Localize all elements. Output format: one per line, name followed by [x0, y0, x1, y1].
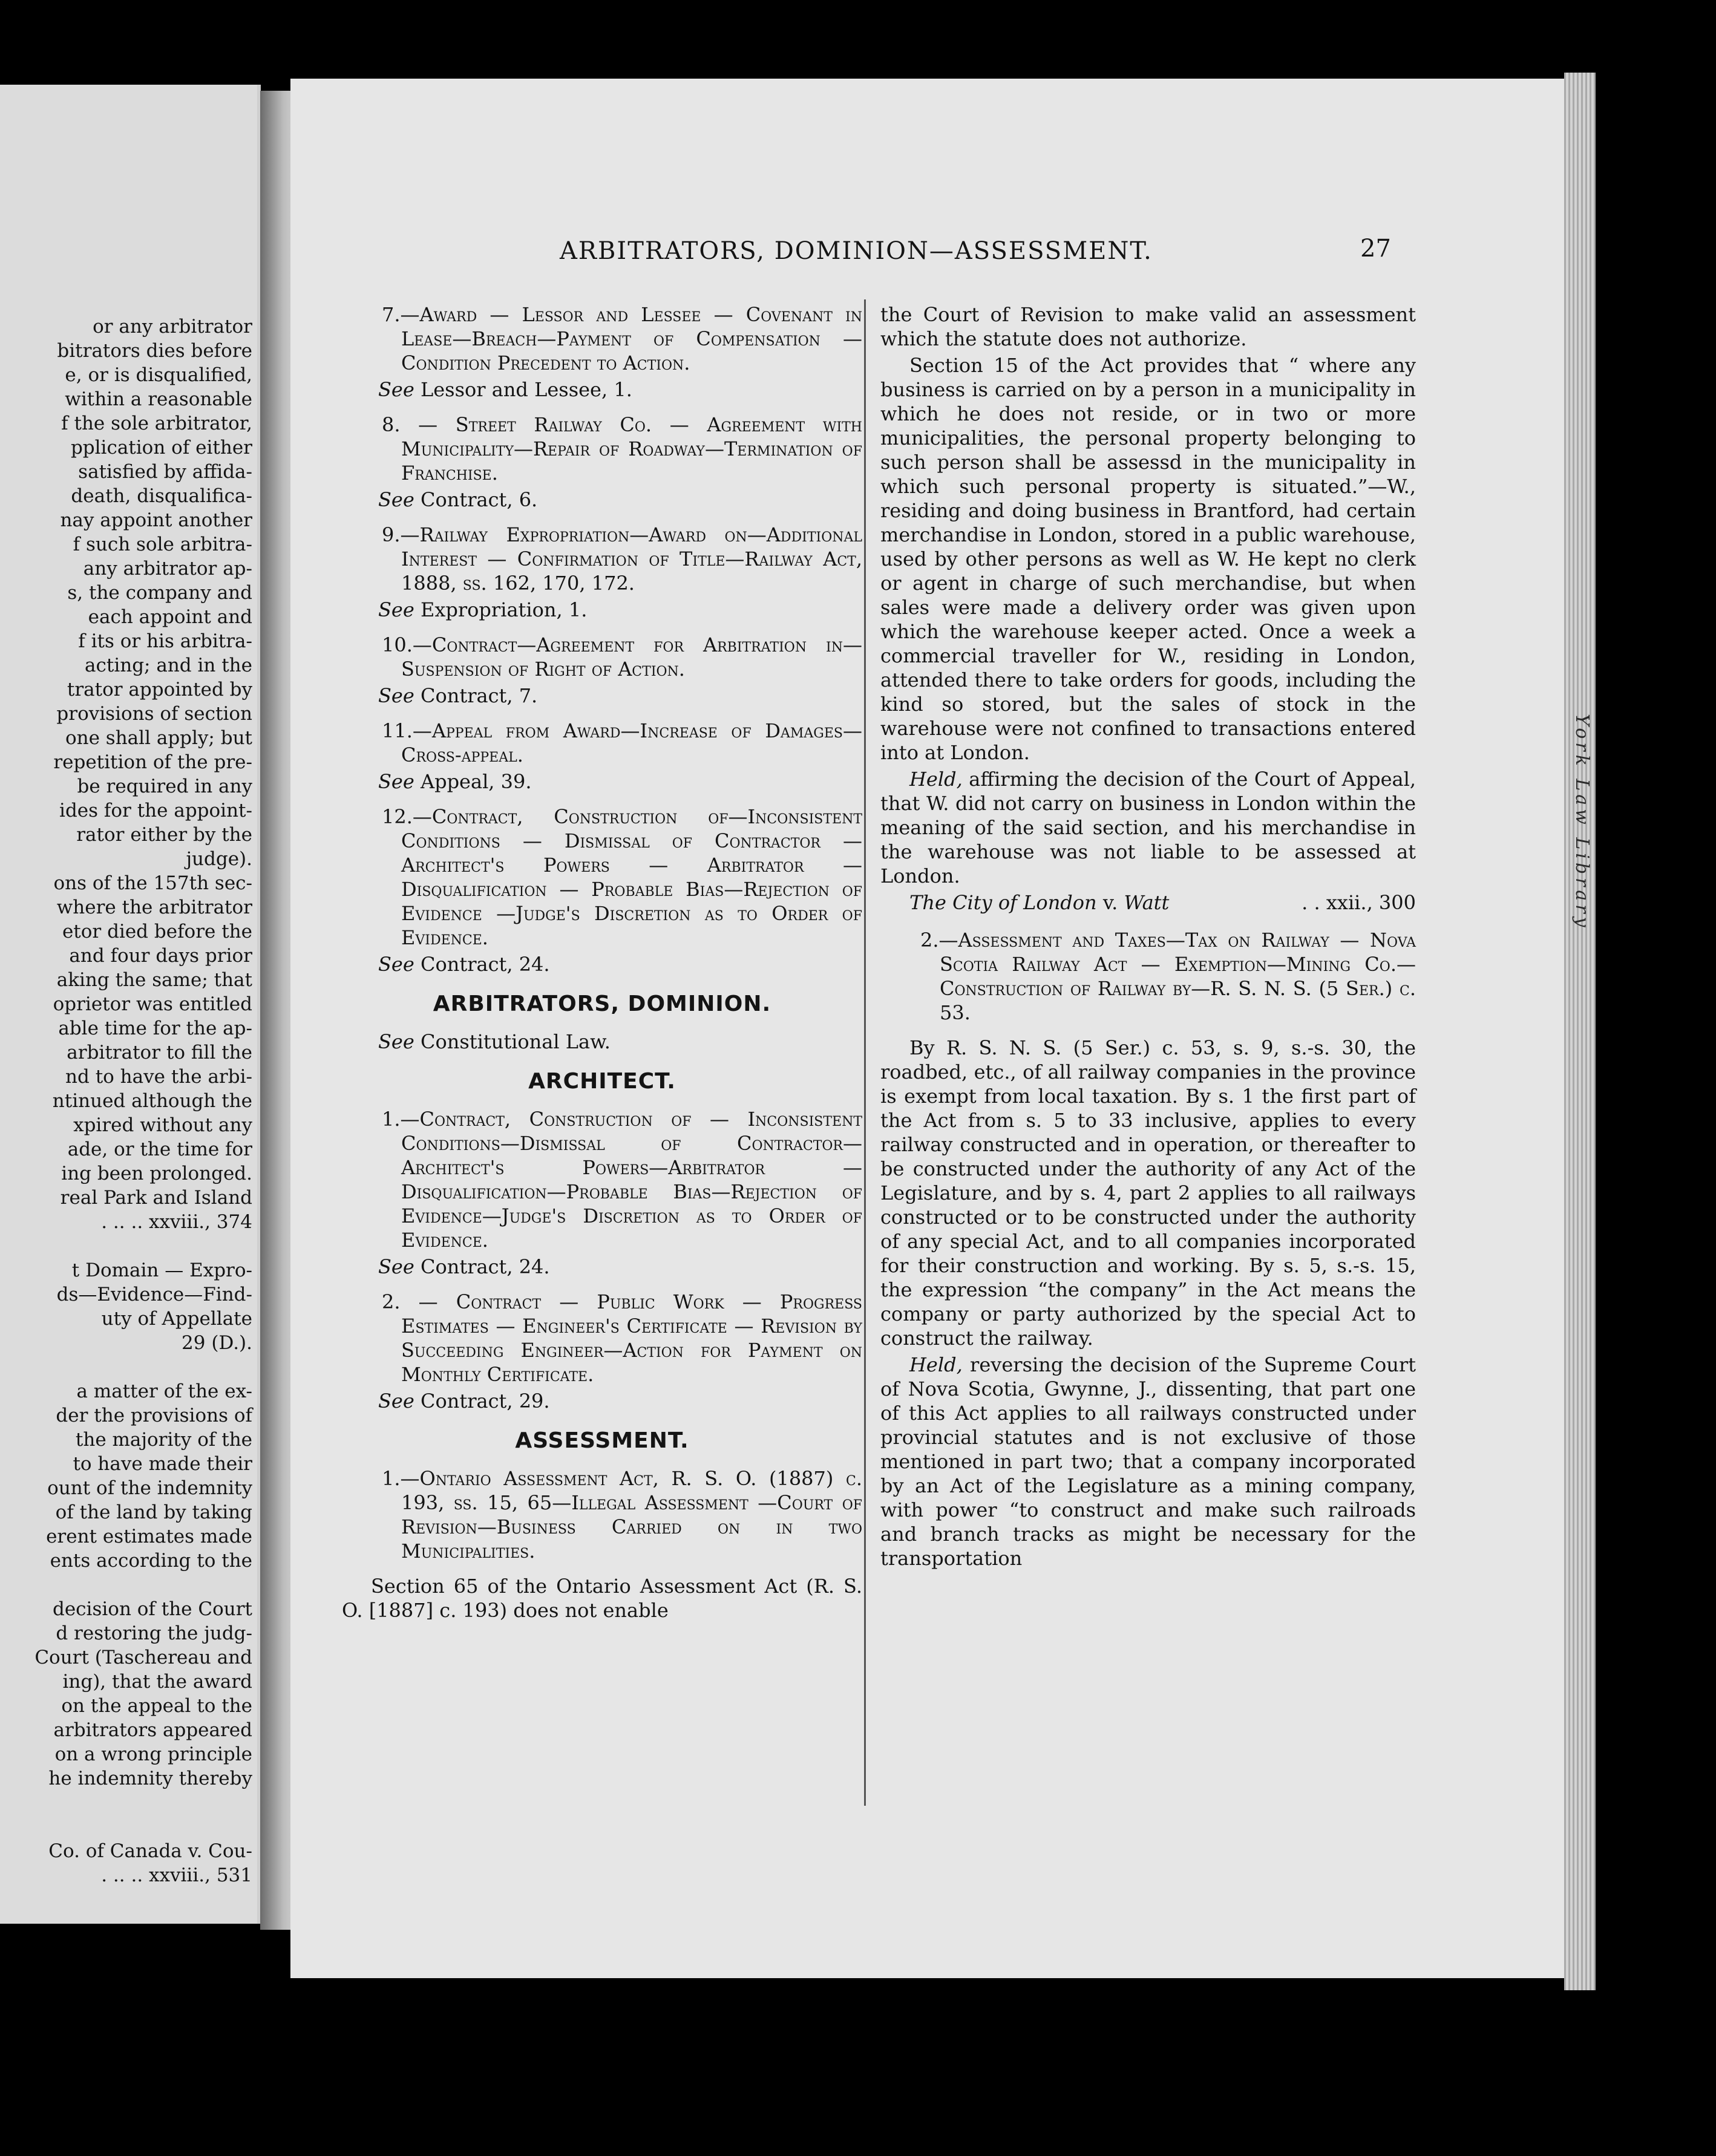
left-page-line: decision of the Court	[52, 1598, 252, 1620]
cross-reference: See Contract, 7.	[378, 684, 538, 707]
left-page-line	[0, 1355, 252, 1379]
left-page-line: the majority of the	[75, 1429, 252, 1451]
left-page-line: arbitrators appeared	[53, 1719, 252, 1741]
digest-entry	[342, 1107, 862, 1279]
left-page-line: satisfied by affida-	[78, 461, 252, 483]
entry-heading: 2.—Assessment and Taxes—Tax on Railway — Nova Scotia Railway Act — Exemption—Mining Co.—Construction of Railway by—R. S. N. S. (5 Ser.) c. 53.	[920, 929, 1416, 1024]
page-number: 27	[1360, 235, 1391, 263]
left-page-line: ount of the indemnity	[47, 1477, 252, 1499]
cross-reference: See Contract, 24.	[378, 1255, 550, 1278]
left-page-line: judge).	[186, 848, 252, 870]
left-page-line: uty of Appellate	[101, 1308, 252, 1330]
left-page-line: arbitrator to fill the	[67, 1042, 252, 1063]
left-page-line: pplication of either	[70, 437, 252, 459]
holding-paragraph: Held, affirming the decision of the Court of Appeal, that W. did not carry on business in London within the meaning of the said section, and his merchandise in the warehouse was not liable to be assessed at London.	[880, 768, 1416, 887]
left-page-line: ons of the 157th sec-	[53, 872, 252, 894]
left-page-line: Court (Taschereau and	[34, 1647, 252, 1668]
cross-reference: See Lessor and Lessee, 1.	[378, 378, 632, 401]
digest-entry	[880, 928, 1416, 1025]
holding-paragraph: Held, reversing the decision of the Supreme Court of Nova Scotia, Gwynne, J., dissenting, that part one of this Act applies to all railways constructed under provincial statutes and is not exclusive of those mentioned in part two; that a company incorporated by an Act of the Legislature as a mining company, with power “to construct and make such railroads and branch tracks as might be necessary for the transportation	[880, 1353, 1416, 1570]
left-page-line: etor died before the	[62, 921, 252, 942]
left-page-line	[0, 1234, 252, 1258]
left-page-line: where the arbitrator	[56, 897, 252, 918]
left-page-line: any arbitrator ap-	[83, 558, 252, 580]
left-page-line: within a reasonable	[65, 388, 252, 410]
digest-entry	[342, 719, 862, 794]
left-page-line: he indemnity thereby	[48, 1768, 252, 1789]
left-page-line: acting; and in the	[85, 655, 252, 676]
left-facing-page	[0, 85, 261, 1924]
library-stamp: York Law Library	[1571, 714, 1593, 931]
left-page-line: and four days prior	[69, 945, 252, 967]
left-page-line: s, the company and	[67, 582, 252, 604]
digest-entry	[342, 633, 862, 708]
entry-heading: 7.—Award — Lessor and Lessee — Covenant in Lease—Breach—Payment of Compensation — Condition Precedent to Action.	[382, 303, 862, 374]
entry-heading: 11.—Appeal from Award—Increase of Damages—Cross-appeal.	[382, 719, 862, 766]
left-page-line: nay appoint another	[60, 509, 252, 531]
left-page-line: t Domain — Expro-	[71, 1259, 252, 1281]
digest-entry	[342, 1466, 862, 1563]
entry-heading: 1.—Contract, Construction of — Inconsistent Conditions—Dismissal of Contractor—Architect's Powers—Arbitrator — Disqualification—Probable Bias—Rejection of Evidence—Judge's Discretion as to Order of Evidence.	[382, 1108, 862, 1252]
left-page-line: rator either by the	[76, 824, 252, 846]
body-paragraph: the Court of Revision to make valid an assessment which the statute does not authorize.	[880, 303, 1416, 350]
left-page-line: 29 (D.).	[182, 1332, 252, 1354]
body-paragraph: Section 15 of the Act provides that “ where any business is carried on by a person in a municipality in which he does not reside, or in two or more municipalities, the personal property belonging to such person shall be assessd in the municipality in which such personal property is situated.”—W., residing and doing business in Brantford, had certain merchandise in London, stored in a public warehouse, used by other persons as well as W. He kept no clerk or agent in charge of such merchandise, but when sales were made a delivery order was given upon which the warehouse keeper acted. Once a week a commercial traveller for W., residing in London, attended there to take orders for goods, including the kind so stored, but the sales of stock in the warehouse were not confined to transactions entered into at London.	[880, 354, 1416, 764]
left-page-line: trator appointed by	[67, 679, 252, 701]
right-column	[880, 302, 1416, 1573]
digest-entry	[342, 302, 862, 402]
left-page-line: repetition of the pre-	[53, 751, 252, 773]
left-page-line: to have made their	[73, 1453, 252, 1475]
left-page-text	[0, 315, 252, 1887]
left-page-line: e, or is disqualified,	[65, 364, 252, 386]
left-page-line: death, disqualifica-	[71, 485, 252, 507]
left-page-line: ds—Evidence—Find-	[56, 1284, 252, 1305]
entry-heading: 1.—Ontario Assessment Act, R. S. O. (1887) c. 193, ss. 15, 65—Illegal Assessment —Court of Revision—Business Carried on in two Municipalities.	[382, 1467, 862, 1563]
cross-reference: See Contract, 24.	[378, 953, 550, 976]
left-page-line: ade, or the time for	[67, 1138, 252, 1160]
section-title-assessment: ASSESSMENT.	[515, 1428, 689, 1453]
cross-reference: See Contract, 29.	[378, 1390, 550, 1413]
left-page-line	[0, 1791, 252, 1815]
left-page-line: f its or his arbitra-	[78, 630, 252, 652]
left-page-line: oprietor was entitled	[53, 993, 252, 1015]
section-title-arbitrators-dominion: ARBITRATORS, DOMINION.	[433, 991, 771, 1016]
left-page-line: be required in any	[77, 776, 252, 797]
left-page-line: Co. of Canada v. Cou-	[48, 1840, 252, 1862]
left-page-line: aking the same; that	[56, 969, 252, 991]
left-page-line: real Park and Island	[60, 1187, 252, 1209]
entry-heading: 9.—Railway Expropriation—Award on—Additional Interest — Confirmation of Title—Railway Act, 1888, ss. 162, 170, 172.	[382, 523, 862, 595]
cross-reference: See Contract, 6.	[378, 488, 538, 511]
left-page-line: bitrators dies before	[57, 340, 252, 362]
column-rule	[864, 299, 866, 1806]
left-page-line: on the appeal to the	[61, 1695, 252, 1717]
left-page-line: a matter of the ex-	[76, 1380, 252, 1402]
case-citation: The City of London v. Watt . . xxii., 300	[909, 891, 1416, 914]
digest-entry	[342, 1290, 862, 1413]
left-page-line: ides for the appoint-	[59, 800, 252, 822]
entry-heading: 10.—Contract—Agreement for Arbitration in—Suspension of Right of Action.	[382, 633, 862, 681]
section-title-architect: ARCHITECT.	[528, 1069, 676, 1094]
left-page-line: d restoring the judg-	[56, 1622, 252, 1644]
left-page-line	[0, 1815, 252, 1839]
left-page-line: of the land by taking	[55, 1501, 252, 1523]
left-page-line: ing), that the award	[62, 1671, 252, 1693]
digest-entry	[342, 523, 862, 622]
left-column	[342, 302, 862, 1625]
left-page-line: erent estimates made	[46, 1526, 252, 1547]
left-page-line: xpired without any	[73, 1114, 252, 1136]
left-page-line: nd to have the arbi-	[65, 1066, 252, 1088]
left-page-line: provisions of section	[56, 703, 252, 725]
left-page-line: ents according to the	[50, 1550, 252, 1572]
left-page-line: f such sole arbitra-	[73, 534, 252, 555]
left-page-line: or any arbitrator	[93, 316, 252, 338]
left-page-line: each appoint and	[88, 606, 252, 628]
left-page-line: one shall apply; but	[65, 727, 252, 749]
left-page-line: . .. .. xxviii., 531	[101, 1864, 252, 1886]
digest-entry	[342, 805, 862, 976]
entry-heading: 12.—Contract, Construction of—Inconsistent Conditions — Dismissal of Contractor — Architect's Powers — Arbitrator — Disqualification — Probable Bias—Rejection of Evidence —Judge's Discretion as to Order of Evidence.	[382, 805, 862, 949]
entry-heading: 8. — Street Railway Co. — Agreement with Municipality—Repair of Roadway—Termination of Franchise.	[382, 413, 862, 485]
entry-heading: 2. — Contract — Public Work — Progress Estimates — Engineer's Certificate — Revision by Succeeding Engineer—Action for Payment on Monthly Certificate.	[382, 1290, 862, 1386]
body-paragraph: Section 65 of the Ontario Assessment Act (R. S. O. [1887] c. 193) does not enable	[342, 1575, 862, 1622]
left-page-line: on a wrong principle	[54, 1743, 252, 1765]
left-page-line: ntinued although the	[52, 1090, 252, 1112]
running-header: ARBITRATORS, DOMINION—ASSESSMENT.	[560, 237, 1153, 265]
digest-entry	[342, 413, 862, 512]
cross-reference: See Expropriation, 1.	[378, 598, 588, 621]
cross-reference: See Constitutional Law.	[378, 1030, 611, 1053]
left-page-line: able time for the ap-	[58, 1018, 252, 1039]
left-page-line: der the provisions of	[56, 1405, 252, 1426]
left-page-line	[0, 1573, 252, 1597]
left-page-line: f the sole arbitrator,	[61, 413, 252, 434]
left-page-line: ing been prolonged.	[61, 1163, 252, 1184]
left-page-line: . .. .. xxviii., 374	[101, 1211, 252, 1233]
body-paragraph: By R. S. N. S. (5 Ser.) c. 53, s. 9, s.-s. 30, the roadbed, etc., of all railway companies in the province is exempt from local taxation. By s. 1 the first part of the Act from s. 5 to 33 inclusive, applies to every railway constructed and in operation, or thereafter to be constructed under the authority of any Act of the Legislature, and by s. 4, part 2 applies to all railways constructed or to be constructed under the authority of any special Act, and to all companies incorporated for their construction and working. By s. 5, s.-s. 15, the expression “the company” in the Act means the company or party authorized by the special Act to construct the railway.	[880, 1036, 1416, 1350]
cross-reference: See Appeal, 39.	[378, 770, 532, 793]
